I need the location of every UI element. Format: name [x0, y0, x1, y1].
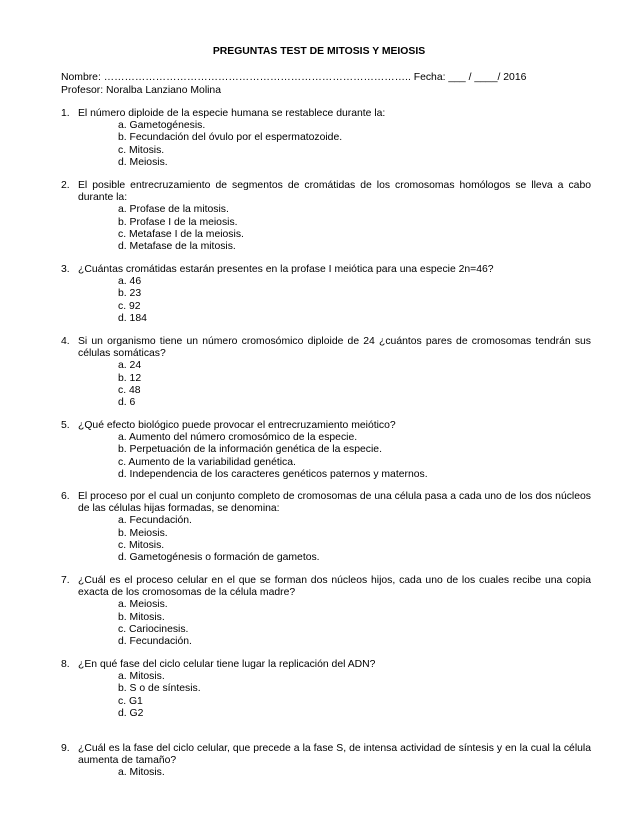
question-text: El número diploide de la especie humana se restablece durante la:	[78, 108, 386, 119]
question-number: 4.	[61, 336, 70, 347]
answer-options	[118, 432, 591, 481]
question-number: 1.	[61, 108, 70, 119]
answer-option: a. Profase de la mitosis.	[118, 204, 229, 216]
answer-option: a. Meiosis.	[118, 599, 168, 611]
document-title: PREGUNTAS TEST DE MITOSIS Y MEIOSIS	[212, 46, 426, 57]
answer-option: b. Fecundación del óvulo por el espermatozoide.	[118, 132, 343, 144]
name-date-line: Nombre: …………………………………………………………………………….. Fecha: ___ / ____/ 2016	[61, 72, 527, 83]
answer-options	[118, 360, 591, 409]
question-text: ¿Cuántas cromátidas estarán presentes en la profase I meiótica para una especie 2n=46?	[78, 264, 494, 275]
answer-option: c. Mitosis.	[118, 144, 165, 156]
answer-option: d. Independencia de los caracteres genéticos paternos y maternos.	[118, 468, 428, 480]
answer-options	[118, 767, 591, 779]
answer-option: c. G1	[118, 695, 143, 707]
answer-option: a. 24	[118, 360, 142, 372]
question-text: ¿Cuál es el proceso celular en el que se forman dos núcleos hijos, cada uno de los cuales recibe una copia exacta de los cromosomas de la célula madre?	[78, 575, 591, 599]
answer-option: a. Mitosis.	[118, 767, 165, 779]
question-9	[61, 743, 591, 780]
question-text: El proceso por el cual un conjunto completo de cromosomas de una célula pasa a cada uno de los dos núcleos de las células hijas formadas, se denomina:	[78, 491, 591, 515]
question-number: 5.	[61, 420, 70, 431]
answer-option: d. Fecundación.	[118, 636, 192, 648]
answer-option: a. Fecundación.	[118, 515, 192, 527]
question-number: 8.	[61, 659, 70, 670]
answer-option: b. S o de síntesis.	[118, 683, 201, 695]
question-text: ¿Cuál es la fase del ciclo celular, que precede a la fase S, de intensa actividad de síntesis y en la cual la célula aumenta de tamaño?	[78, 743, 591, 767]
answer-options	[118, 671, 591, 720]
question-number: 9.	[61, 743, 70, 754]
answer-option: b. Perpetuación de la información genética de la especie.	[118, 444, 382, 456]
answer-option: b. 12	[118, 372, 142, 384]
answer-option: c. Cariocinesis.	[118, 623, 189, 635]
answer-option: d. Meiosis.	[118, 156, 168, 168]
answer-options	[118, 204, 591, 253]
answer-option: b. 23	[118, 288, 142, 300]
question-number: 3.	[61, 264, 70, 275]
answer-option: b. Profase I de la meiosis.	[118, 216, 238, 228]
answer-option: c. Mitosis.	[118, 539, 165, 551]
answer-options	[118, 120, 591, 169]
answer-option: a. Mitosis.	[118, 671, 165, 683]
teacher-line: Profesor: Noralba Lanziano Molina	[61, 85, 221, 96]
answer-options	[118, 276, 591, 325]
question-8	[61, 659, 591, 720]
answer-option: b. Meiosis.	[118, 527, 168, 539]
answer-option: d. Metafase de la mitosis.	[118, 241, 236, 253]
answer-option: d. Gametogénesis o formación de gametos.	[118, 552, 320, 564]
question-4	[61, 336, 591, 409]
question-text: Si un organismo tiene un número cromosómico diploide de 24 ¿cuántos pares de cromosomas tendrán sus células somáticas?	[78, 336, 591, 360]
answer-option: d. 6	[118, 397, 136, 409]
answer-option: c. 92	[118, 300, 141, 312]
question-number: 7.	[61, 575, 70, 586]
question-1	[61, 108, 591, 169]
answer-option: a. 46	[118, 276, 142, 288]
question-text: El posible entrecruzamiento de segmentos de cromátidas de los cromosomas homólogos se lleva a cabo durante la:	[78, 180, 591, 204]
answer-option: c. Metafase I de la meiosis.	[118, 228, 244, 240]
question-3	[61, 264, 591, 325]
question-5	[61, 420, 591, 481]
question-number: 6.	[61, 491, 70, 502]
question-text: ¿Qué efecto biológico puede provocar el entrecruzamiento meiótico?	[78, 420, 396, 431]
question-2	[61, 180, 591, 253]
answer-option: c. Aumento de la variabilidad genética.	[118, 456, 296, 468]
answer-option: d. G2	[118, 707, 144, 719]
answer-options	[118, 515, 591, 564]
answer-options	[118, 599, 591, 648]
question-number: 2.	[61, 180, 70, 191]
answer-option: a. Gametogénesis.	[118, 120, 206, 132]
answer-option: a. Aumento del número cromosómico de la especie.	[118, 432, 358, 444]
question-text: ¿En qué fase del ciclo celular tiene lugar la replicación del ADN?	[78, 659, 376, 670]
answer-option: d. 184	[118, 312, 147, 324]
answer-option: b. Mitosis.	[118, 611, 165, 623]
question-6	[61, 491, 591, 564]
answer-option: c. 48	[118, 384, 141, 396]
question-7	[61, 575, 591, 648]
